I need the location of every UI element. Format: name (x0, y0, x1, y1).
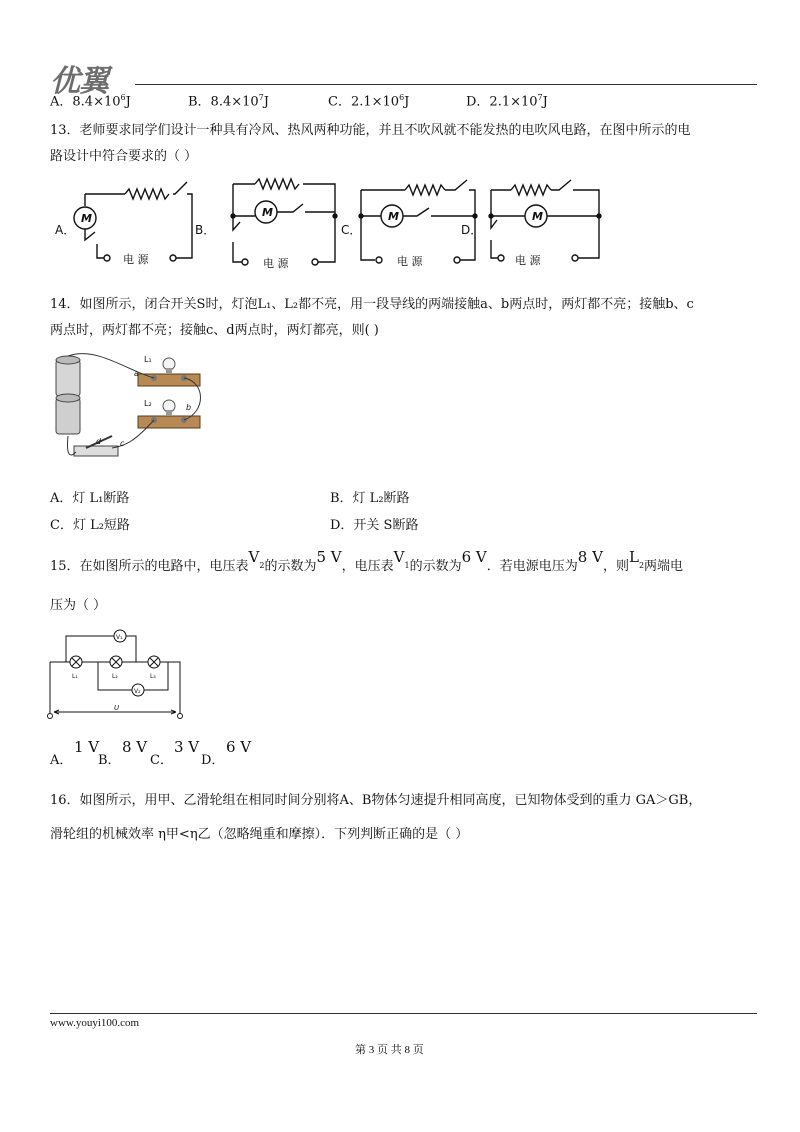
motor-icon: M (532, 210, 543, 223)
q15-option-c-value: 3 V (174, 738, 200, 756)
q12-option-a: A．$8.4\times 10^6J$ (50, 93, 131, 110)
q14-stem-line1: 14．如图所示，闭合开关S时，灯泡L₁、L₂都不亮，用一段导线的两端接触a、b两点时，两灯都不亮；接触b、c (50, 297, 694, 312)
q12-option-d: D．$2.1\times 10^7J$ (466, 93, 548, 110)
q13-circuit-b (195, 179, 337, 270)
q15-label-v1: V₁ (116, 634, 123, 641)
q15-label-l2: L₂ (112, 673, 118, 680)
q13-label-a: A． (55, 223, 76, 237)
power-source-label: 电 源 (515, 254, 541, 267)
q15-option-b: B． (98, 753, 121, 768)
q15-label-l3: L₃ (150, 673, 156, 680)
q13-label-d: D． (461, 223, 483, 237)
q14-stem-line2: 两点时，两灯都不亮；接触c、d两点时，两灯都亮，则( ) (50, 323, 379, 338)
q14-option-d: D．开关 S断路 (330, 518, 419, 533)
q15-option-d: D． (201, 753, 225, 768)
q14-label-l2: L₂ (144, 399, 152, 408)
q15-option-b-value: 8 V (122, 738, 148, 756)
footer-rule (50, 1013, 757, 1014)
power-source-label: 电 源 (397, 255, 423, 268)
q15-label-u: U (114, 704, 120, 712)
motor-icon: M (262, 206, 273, 219)
q13-label-b: B． (195, 223, 216, 237)
q14-option-c: C．灯 L₂短路 (50, 518, 130, 533)
q15-circuit-figure (46, 624, 191, 720)
q13-stem-line1: 13．老师要求同学们设计一种具有冷风、热风两种功能，并且不吹风就不能发热的电吹风电路，在图中所示的电 (50, 123, 691, 138)
q14-label-l1: L₁ (144, 355, 152, 364)
power-source-label: 电 源 (263, 257, 289, 270)
q14-label-a: a (134, 369, 139, 378)
q14-label-c: c (120, 439, 125, 448)
q12-option-b: B．$8.4\times 10^7J$ (188, 93, 269, 110)
q13-stem-line2: 路设计中符合要求的（ ） (50, 149, 198, 164)
q14-circuit-photo (46, 350, 216, 470)
q15-option-a-value: 1 V (74, 738, 100, 756)
header-rule (135, 84, 757, 85)
q12-option-c: C．$2.1\times 10^6J$ (328, 93, 410, 110)
q15-option-c: C． (150, 753, 173, 768)
q16-stem-line1: 16．如图所示，用甲、乙滑轮组在相同时间分别将A、B物体匀速提升相同高度，已知物体受到的重力 GA＞GB， (50, 793, 702, 808)
q13-circuit-c (341, 180, 477, 268)
motor-icon: M (388, 210, 399, 223)
q14-option-b: B．灯 L₂断路 (330, 491, 410, 506)
q13-label-c: C． (341, 223, 362, 237)
motor-icon: M (81, 212, 92, 225)
q15-label-l1: L₁ (72, 673, 78, 680)
q14-label-d: d (96, 437, 102, 446)
q13-circuit-a (55, 182, 192, 266)
footer-url: www.youyi100.com (50, 1017, 140, 1029)
page-number: 第 3 页 共 8 页 (355, 1044, 424, 1056)
q15-option-a: A． (50, 753, 73, 768)
q15-stem-line2: 压为（ ） (50, 598, 107, 613)
logo: 优翼 (50, 64, 108, 99)
q13-circuit-d (461, 180, 601, 267)
q14-label-b: b (186, 403, 192, 412)
q15-stem-line1: 15．在如图所示的电路中，电压表$V_2$的示数为5 V，电压表$V_1$的示数为6 V．若电源电压为8 V，则$L_2$两端电 (50, 548, 684, 574)
q15-label-v2: V₂ (134, 688, 141, 695)
q13-circuit-figures (45, 172, 615, 272)
q14-option-a: A．灯 L₁断路 (50, 491, 130, 506)
power-source-label: 电 源 (123, 253, 149, 266)
q15-option-d-value: 6 V (226, 738, 252, 756)
q16-stem-line2: 滑轮组的机械效率 η甲<η乙（忽略绳重和摩擦）．下列判断正确的是（ ） (50, 827, 469, 842)
